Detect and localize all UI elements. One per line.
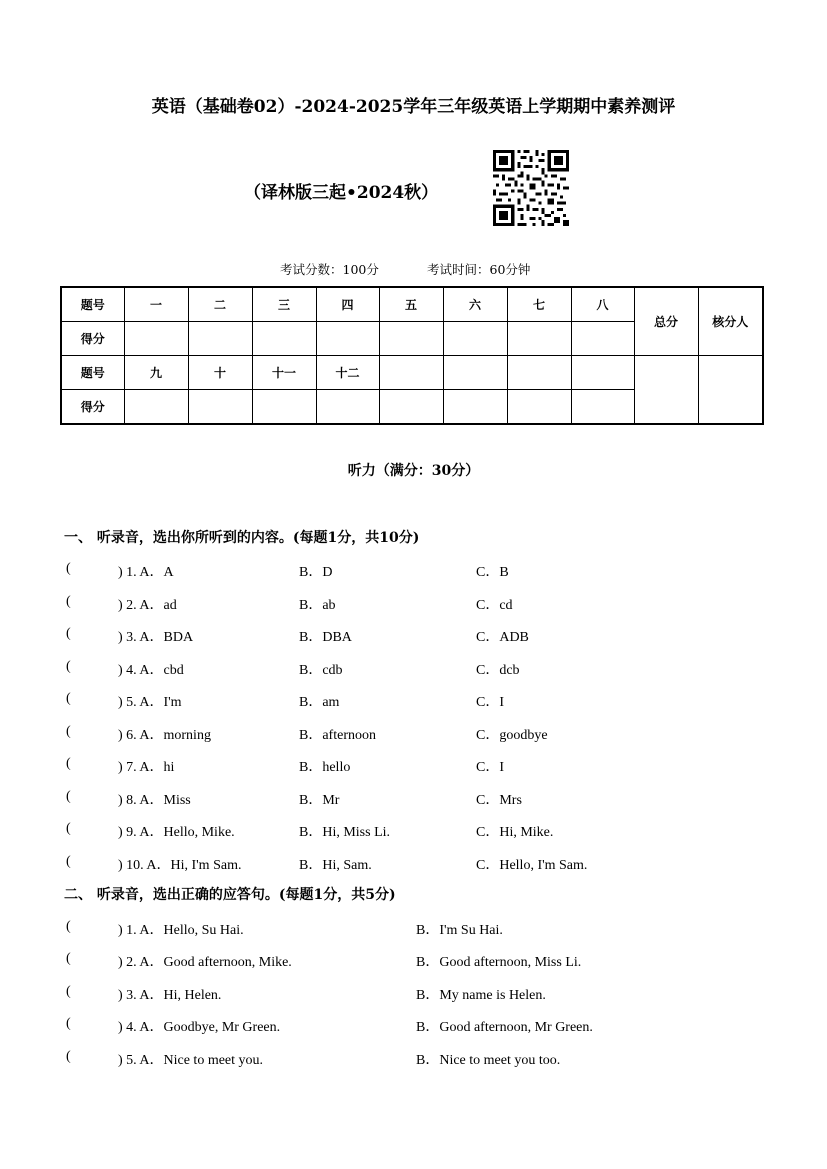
option-a: ) 4. A．Goodbye, Mr Green. — [118, 1020, 281, 1035]
score-input-cell[interactable] — [188, 390, 252, 425]
table-cell: 六 — [443, 287, 507, 322]
answer-paren[interactable]: ( — [66, 1016, 71, 1031]
document-subtitle: （译林版三起•2024秋） — [244, 183, 439, 203]
table-cell: 一 — [124, 287, 188, 322]
table-cell: 十一 — [252, 356, 316, 390]
option-c: C．goodbye — [476, 728, 548, 743]
answer-paren[interactable]: ( — [66, 626, 71, 641]
table-cell: 五 — [379, 287, 443, 322]
score-input-cell[interactable] — [252, 390, 316, 425]
answer-paren[interactable]: ( — [66, 561, 71, 576]
section-title: 听力（满分：30分） — [347, 463, 480, 479]
option-b: B．Hi, Miss Li. — [299, 825, 391, 840]
option-a: ) 1. A．A — [118, 565, 174, 580]
option-b: B．hello — [299, 760, 351, 775]
option-b: B．Nice to meet you too. — [416, 1053, 561, 1068]
part1-heading: 一、 听录音，选出你所听到的内容。(每题1分，共10分) — [64, 530, 420, 546]
checker-cell[interactable] — [698, 356, 763, 425]
option-b: B．afternoon — [299, 728, 376, 743]
option-a: ) 10. A．Hi, I'm Sam. — [118, 858, 242, 873]
answer-paren[interactable]: ( — [66, 951, 71, 966]
option-b: B．My name is Helen. — [416, 988, 546, 1003]
option-c: C．cd — [476, 598, 513, 613]
option-c: C．B — [476, 565, 509, 580]
option-a: ) 2. A．Good afternoon, Mike. — [118, 955, 292, 970]
exam-time-info: 考试时间：60分钟 — [427, 262, 531, 277]
table-cell: 总分 — [634, 287, 698, 356]
option-b: B．cdb — [299, 663, 343, 678]
option-c: C．I — [476, 760, 504, 775]
option-a: ) 3. A．BDA — [118, 630, 194, 645]
option-a: ) 8. A．Miss — [118, 793, 191, 808]
answer-paren[interactable]: ( — [66, 854, 71, 869]
option-b: B．D — [299, 565, 333, 580]
score-input-cell[interactable] — [571, 322, 634, 356]
table-cell — [443, 356, 507, 390]
table-cell: 三 — [252, 287, 316, 322]
option-c: C．Hi, Mike. — [476, 825, 554, 840]
option-b: B．Good afternoon, Mr Green. — [416, 1020, 593, 1035]
option-b: B．Good afternoon, Miss Li. — [416, 955, 582, 970]
table-cell: 题号 — [61, 287, 124, 322]
score-input-cell[interactable] — [252, 322, 316, 356]
answer-paren[interactable]: ( — [66, 919, 71, 934]
answer-paren[interactable]: ( — [66, 756, 71, 771]
option-c: C．Mrs — [476, 793, 522, 808]
table-cell — [571, 356, 634, 390]
score-input-cell[interactable] — [507, 390, 571, 425]
option-a: ) 4. A．cbd — [118, 663, 184, 678]
table-cell — [507, 356, 571, 390]
score-input-cell[interactable] — [571, 390, 634, 425]
answer-paren[interactable]: ( — [66, 1049, 71, 1064]
table-cell: 八 — [571, 287, 634, 322]
option-a: ) 7. A．hi — [118, 760, 175, 775]
score-input-cell[interactable] — [188, 322, 252, 356]
table-cell: 四 — [316, 287, 379, 322]
score-input-cell[interactable] — [443, 322, 507, 356]
table-cell: 核分人 — [698, 287, 763, 356]
table-cell: 得分 — [61, 390, 124, 425]
option-b: B．Hi, Sam. — [299, 858, 372, 873]
option-a: ) 1. A．Hello, Su Hai. — [118, 923, 244, 938]
answer-paren[interactable]: ( — [66, 789, 71, 804]
table-cell: 十 — [188, 356, 252, 390]
score-input-cell[interactable] — [507, 322, 571, 356]
table-cell: 九 — [124, 356, 188, 390]
option-a: ) 6. A．morning — [118, 728, 211, 743]
option-b: B．ab — [299, 598, 336, 613]
table-cell — [379, 356, 443, 390]
answer-paren[interactable]: ( — [66, 724, 71, 739]
option-b: B．Mr — [299, 793, 340, 808]
score-input-cell[interactable] — [316, 390, 379, 425]
document-title: 英语（基础卷02）-2024-2025学年三年级英语上学期期中素养测评 — [151, 97, 676, 117]
exam-score-info: 考试分数：100分 — [280, 262, 379, 277]
answer-paren[interactable]: ( — [66, 821, 71, 836]
table-cell: 二 — [188, 287, 252, 322]
option-c: C．I — [476, 695, 504, 710]
score-table — [60, 286, 764, 425]
answer-paren[interactable]: ( — [66, 691, 71, 706]
score-input-cell[interactable] — [443, 390, 507, 425]
total-score-cell[interactable] — [634, 356, 698, 425]
option-a: ) 5. A．I'm — [118, 695, 182, 710]
qr-code-icon — [493, 150, 569, 226]
answer-paren[interactable]: ( — [66, 594, 71, 609]
table-cell: 十二 — [316, 356, 379, 390]
option-b: B．I'm Su Hai. — [416, 923, 503, 938]
table-row — [61, 287, 763, 322]
table-row — [61, 356, 763, 390]
score-input-cell[interactable] — [124, 322, 188, 356]
option-a: ) 2. A．ad — [118, 598, 177, 613]
option-a: ) 5. A．Nice to meet you. — [118, 1053, 264, 1068]
score-input-cell[interactable] — [316, 322, 379, 356]
part2-heading: 二、 听录音，选出正确的应答句。(每题1分，共5分) — [64, 887, 396, 903]
score-input-cell[interactable] — [124, 390, 188, 425]
option-c: C．Hello, I'm Sam. — [476, 858, 588, 873]
answer-paren[interactable]: ( — [66, 984, 71, 999]
option-c: C．dcb — [476, 663, 520, 678]
option-b: B．DBA — [299, 630, 352, 645]
score-input-cell[interactable] — [379, 390, 443, 425]
option-a: ) 3. A．Hi, Helen. — [118, 988, 222, 1003]
score-input-cell[interactable] — [379, 322, 443, 356]
table-cell: 得分 — [61, 322, 124, 356]
table-cell: 七 — [507, 287, 571, 322]
option-c: C．ADB — [476, 630, 529, 645]
table-cell: 题号 — [61, 356, 124, 390]
option-a: ) 9. A．Hello, Mike. — [118, 825, 235, 840]
option-b: B．am — [299, 695, 340, 710]
answer-paren[interactable]: ( — [66, 659, 71, 674]
